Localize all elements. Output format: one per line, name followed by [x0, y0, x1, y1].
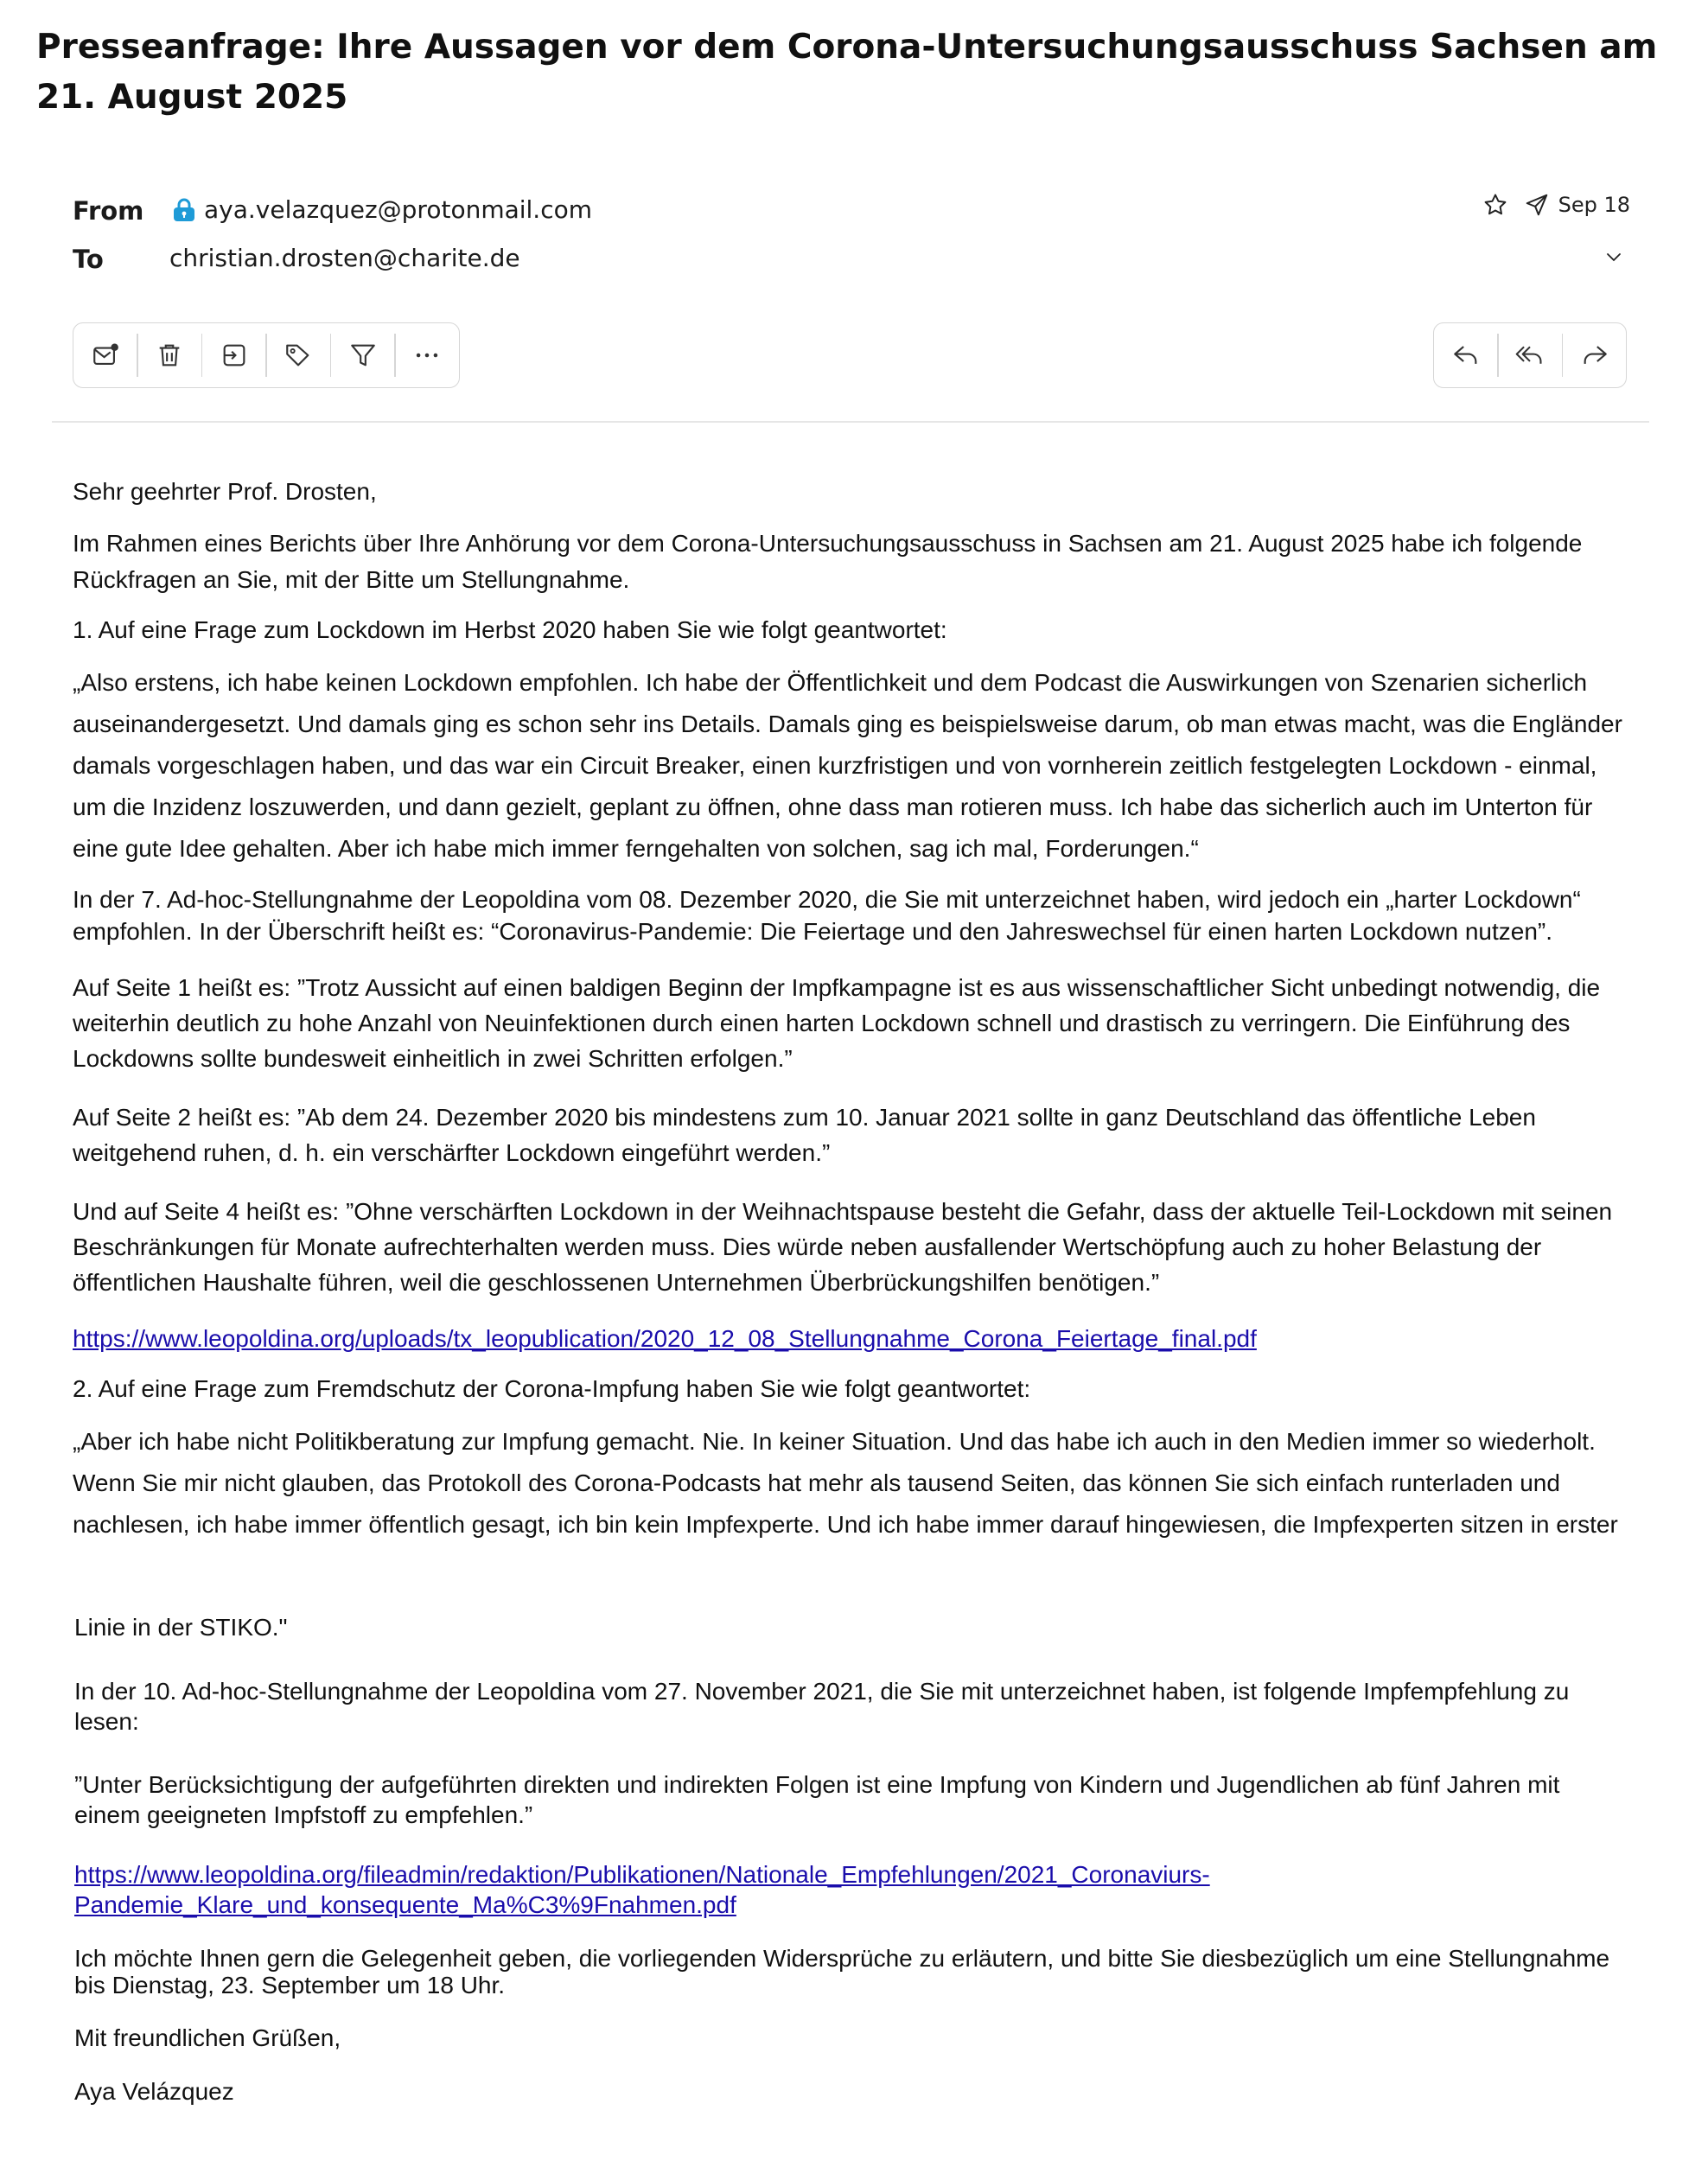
move-button[interactable] — [202, 323, 265, 387]
leopoldina-paragraph-1: In der 7. Ad-hoc-Stellungnahme der Leopoldina vom 08. Dezember 2020, die Sie mit unterzeichnet haben, wird jedoch ein „harter Lockdown“ empfohlen. In der Überschrift heißt es: “Coronavirus-Pandemie: Die Feiertage und den Jahreswechsel für einen harten Lockdown nutzen”. — [73, 886, 1581, 945]
more-button[interactable] — [396, 323, 459, 387]
leopoldina-paragraph-2: In der 10. Ad-hoc-Stellungnahme der Leopoldina vom 27. November 2021, die Sie mit unterzeichnet haben, ist folgende Impfempfehlung zu lesen: — [74, 1678, 1570, 1735]
move-icon — [220, 341, 249, 370]
forward-icon — [1580, 341, 1609, 370]
greeting: Sehr geehrter Prof. Drosten, — [73, 478, 377, 505]
more-icon — [412, 341, 442, 370]
forward-button[interactable] — [1563, 323, 1626, 387]
header-divider — [52, 421, 1649, 423]
intro-paragraph: Im Rahmen eines Berichts über Ihre Anhörung vor dem Corona-Untersuchungsausschuss in Sachsen am 21. August 2025 habe ich folgende Rückfragen an Sie, mit der Bitte um Stellungnahme. — [73, 530, 1583, 593]
to-label: To — [73, 245, 104, 274]
leopoldina-link-1[interactable]: https://www.leopoldina.org/uploads/tx_leopublication/2020_12_08_Stellungnahme_Corona_Feiertage_final.pdf — [73, 1325, 1257, 1352]
label-button[interactable] — [267, 323, 330, 387]
email-body-continued — [74, 1613, 1630, 2106]
page-1-quote: Auf Seite 1 heißt es: ”Trotz Aussicht auf einen baldigen Beginn der Impfkampagne ist es aus wissenschaftlicher Sicht unbedingt notwendig, die weiterhin deutlich zu hohe Anzahl von Neuinfektionen durch einen harten Lockdown schnell und drastisch zu verringern. Die Einführung des Lockdowns sollte bundesweit einheitlich in zwei Schritten erfolgen.” — [73, 974, 1601, 1072]
reply-icon — [1451, 341, 1481, 370]
to-row — [73, 245, 104, 274]
quote-1: „Also erstens, ich habe keinen Lockdown empfohlen. Ich habe der Öffentlichkeit und dem Podcast die Auswirkungen von Szenarien sicherlich auseinandergesetzt. Und damals ging es schon sehr ins Details. Damals ging es beispielsweise darum, ob man etwas macht, was die Engländer damals vorgeschlagen haben, und das war ein Circuit Breaker, einen kurzfristigen und von vornherein zeitlich festgelegten Lockdown - einmal, um die Inzidenz loszuwerden, und dann gezielt, geplant zu öffnen, ohne dass man rotieren muss. Ich habe das sicherlich auch im Unterton für eine gute Idee gehalten. Aber ich habe mich immer ferngehalten von solchen, sag ich mal, Forderungen.“ — [73, 669, 1622, 862]
leopoldina-link-2[interactable] — [74, 1861, 1210, 1918]
chevron-down-icon[interactable] — [1601, 247, 1627, 268]
reply-all-icon — [1514, 341, 1545, 370]
link-2-line-2: Pandemie_Klare_und_konsequente_Ma%C3%9Fnahmen.pdf — [74, 1891, 736, 1918]
to-address[interactable]: christian.drosten@charite.de — [169, 244, 520, 272]
quote-2-end: Linie in der STIKO." — [74, 1614, 288, 1641]
page-2-quote: Auf Seite 2 heißt es: ”Ab dem 24. Dezember 2020 bis mindestens zum 10. Januar 2021 sollte in ganz Deutschland das öffentliche Leben weitgehend ruhen, d. h. ein verschärfter Lockdown eingeführt werden.” — [73, 1104, 1536, 1166]
email-subject: Presseanfrage: Ihre Aussagen vor dem Corona-Untersuchungsausschuss Sachsen am 21. August 2025 — [36, 28, 1658, 117]
question-2: 2. Auf eine Frage zum Fremdschutz der Corona-Impfung haben Sie wie folgt geantwortet: — [73, 1375, 1031, 1402]
link-2-line-1: https://www.leopoldina.org/fileadmin/redaktion/Publikationen/Nationale_Empfehlungen/2021_Coronaviurs- — [74, 1861, 1210, 1888]
trash-icon — [155, 341, 184, 370]
delete-button[interactable] — [138, 323, 201, 387]
email-date: Sep 18 — [1558, 193, 1630, 217]
filter-button[interactable] — [331, 323, 394, 387]
reply-all-button[interactable] — [1499, 323, 1562, 387]
email-body — [73, 474, 1628, 1546]
filter-icon — [348, 341, 378, 370]
closing-request: Ich möchte Ihnen gern die Gelegenheit geben, die vorliegenden Widersprüche zu erläutern, und bitte Sie diesbezüglich um eine Stellungnahme bis Dienstag, 23. September um 18 Uhr. — [74, 1945, 1610, 1998]
page-4-quote: Und auf Seite 4 heißt es: ”Ohne verschärften Lockdown in der Weihnachtspause besteht die Gefahr, dass der aktuelle Teil-Lockdown mit seinen Beschränkungen für Monate aufrechterhalten werden muss. Dies würde neben ausfallender Wertschöpfung auch zu hoher Belastung der öffentlichen Haushalte führen, weil die geschlossenen Unternehmen Überbrückungshilfen benötigen.” — [73, 1198, 1613, 1296]
quote-2: „Aber ich habe nicht Politikberatung zur Impfung gemacht. Nie. In keiner Situation. Und das habe ich auch in den Medien immer so wiederholt. Wenn Sie mir nicht glauben, das Protokoll des Corona-Podcasts hat mehr als tausend Seiten, das können Sie sich einfach runterladen und nachlesen, ich habe immer öffentlich gesagt, ich bin kein Impfexperte. Und ich habe immer darauf hingewiesen, die Impfexperten sitzen in erster — [73, 1428, 1618, 1538]
mark-unread-button[interactable] — [73, 323, 137, 387]
question-1: 1. Auf eine Frage zum Lockdown im Herbst 2020 haben Sie wie folgt geantwortet: — [73, 616, 947, 643]
from-row — [73, 196, 143, 226]
quote-3: ”Unter Berücksichtigung der aufgeführten direkten und indirekten Folgen ist eine Impfung von Kindern und Jugendlichen ab fünf Jahren mit einem geeigneten Impfstoff zu empfehlen.” — [74, 1771, 1560, 1828]
mark-unread-icon — [91, 341, 120, 370]
regards: Mit freundlichen Grüßen, — [74, 2024, 341, 2051]
header-meta — [1482, 192, 1630, 218]
from-address[interactable]: aya.velazquez@protonmail.com — [204, 195, 593, 224]
message-actions-toolbar — [73, 322, 460, 388]
signature: Aya Velázquez — [74, 2078, 234, 2105]
star-icon[interactable] — [1482, 192, 1508, 218]
lock-icon — [171, 197, 197, 223]
tag-icon — [284, 341, 313, 370]
from-label: From — [73, 196, 144, 226]
sent-icon — [1524, 192, 1550, 218]
reply-button[interactable] — [1434, 323, 1497, 387]
reply-actions-toolbar — [1433, 322, 1627, 388]
